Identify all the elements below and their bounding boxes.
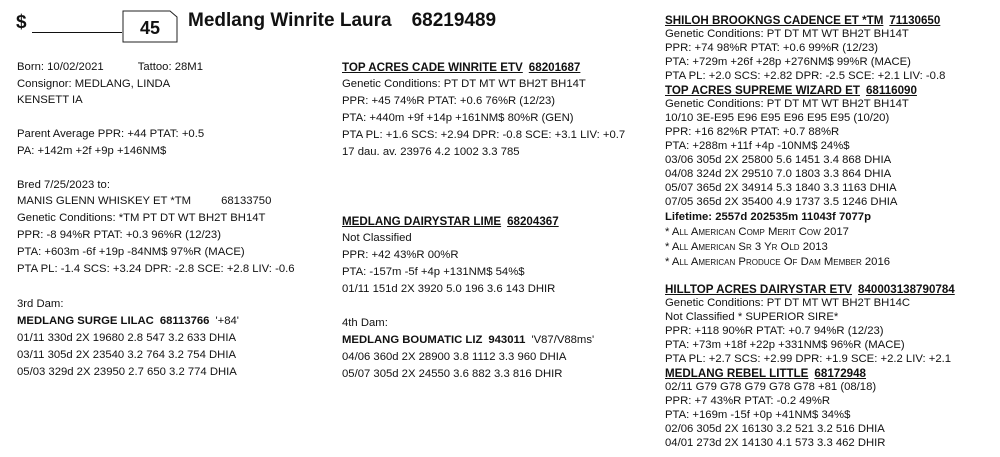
consignor-location: KENSETT IA: [17, 94, 83, 106]
rebel-little-reg: 68172948: [814, 367, 867, 380]
dam-heading: [342, 215, 559, 229]
dam-sire-classification: Not Classified * SUPERIOR SIRE*: [665, 311, 839, 323]
sire-genetic: Genetic Conditions: PT DT MT WT BH2T BH14T: [342, 78, 586, 90]
dam-classification: Not Classified: [342, 232, 412, 244]
fourth-dam-reg: 943011: [488, 334, 526, 346]
third-dam-heading: [17, 315, 239, 328]
rebel-little-name: MEDLANG REBEL LITTLE: [665, 367, 809, 380]
wizard-genetic: Genetic Conditions: PT DT MT WT BH2T BH14T: [665, 98, 909, 110]
sire-pta-pl: PTA PL: +1.6 SCS: +2.94 DPR: -0.8 SCE: +3.1 LIV: +0.7: [342, 129, 626, 141]
rebel-little-classification: 02/11 G79 G78 G79 G78 G78 +81 (08/18): [665, 381, 877, 393]
dam-record: 01/11 151d 2X 3920 5.0 196 3.6 143 DHIR: [342, 283, 556, 295]
sire-name: TOP ACRES CADE WINRITE ETV: [342, 61, 523, 74]
service-sire-reg: 68133750: [221, 195, 272, 207]
fourth-dam-record: 04/06 360d 2X 28900 3.8 1112 3.3 960 DHIA: [342, 351, 567, 363]
wizard-honor: * All American Sr 3 Yr Old 2013: [665, 241, 828, 253]
rebel-little-record: 02/06 305d 2X 16130 3.2 521 3.2 516 DHIA: [665, 423, 885, 435]
wizard-record: 05/07 365d 2X 34914 5.3 1840 3.3 1163 DHIA: [665, 182, 897, 194]
parent-average: Parent Average PPR: +44 PTAT: +0.5: [17, 128, 205, 140]
sire-ppr: PPR: +45 74%R PTAT: +0.6 76%R (12/23): [342, 95, 556, 107]
third-dam-score: '+84': [215, 315, 239, 327]
service-sire-pta-pl: PTA PL: -1.4 SCS: +3.24 DPR: -2.8 SCE: +2.8 LIV: -0.6: [17, 263, 295, 275]
sire-daughters: 17 dau. av. 23976 4.2 1002 3.3 785: [342, 146, 520, 158]
price-dollar-sign: $: [16, 12, 27, 33]
dam-sire-pta-pl: PTA PL: +2.7 SCS: +2.99 DPR: +1.9 SCE: +2.2 LIV: +2.1: [665, 353, 952, 365]
cadence-genetic: Genetic Conditions: PT DT MT WT BH2T BH14T: [665, 28, 909, 40]
wizard-heading: [665, 84, 917, 98]
parent-average-pa: PA: +142m +2f +9p +146NM$: [17, 145, 167, 157]
price-blank-line: [32, 32, 122, 33]
third-dam-record: 01/11 330d 2X 19680 2.8 547 3.2 633 DHIA: [17, 332, 236, 344]
wizard-record: 03/06 305d 2X 25800 5.6 1451 3.4 868 DHIA: [665, 154, 892, 166]
fourth-dam-label: 4th Dam:: [342, 317, 388, 329]
lot-number: 45: [139, 18, 161, 38]
third-dam-label: 3rd Dam:: [17, 298, 64, 310]
wizard-pta: PTA: +288m +11f +4p -10NM$ 24%$: [665, 140, 850, 152]
dam-sire-genetic: Genetic Conditions: PT DT MT WT BH2T BH14C: [665, 297, 911, 309]
animal-reg-number: 68219489: [411, 10, 497, 31]
wizard-honor: * All American Produce Of Dam Member 2016: [665, 256, 891, 268]
wizard-ppr: PPR: +16 82%R PTAT: +0.7 88%R: [665, 126, 840, 138]
service-sire-name: MANIS GLENN WHISKEY ET *TM: [17, 195, 192, 207]
dam-reg: 68204367: [507, 215, 559, 228]
third-dam-name: MEDLANG SURGE LILAC: [17, 315, 154, 327]
animal-title: [188, 10, 496, 32]
rebel-little-ppr: PPR: +7 43%R PTAT: -0.2 49%R: [665, 395, 831, 407]
third-dam-reg: 68113766: [159, 315, 210, 327]
fourth-dam-score: 'V87/V88ms': [531, 334, 595, 346]
service-sire: [17, 195, 271, 208]
wizard-honor: * All American Comp Merit Cow 2017: [665, 226, 849, 238]
sire-reg: 68201687: [528, 61, 581, 74]
wizard-lifetime: Lifetime: 2557d 202535m 11043f 7077p: [665, 211, 871, 223]
rebel-little-record: 04/01 273d 2X 14130 4.1 573 3.3 462 DHIR: [665, 437, 886, 449]
rebel-little-pta: PTA: +169m -15f +0p +41NM$ 34%$: [665, 409, 851, 421]
sire-pta: PTA: +440m +9f +14p +161NM$ 80%R (GEN): [342, 112, 574, 124]
dam-sire-reg: 840003138790784: [858, 283, 955, 296]
wizard-name: TOP ACRES SUPREME WIZARD ET: [665, 84, 860, 97]
rebel-little-heading: [665, 367, 866, 381]
cadence-reg: 71130650: [889, 14, 941, 27]
dam-name: MEDLANG DAIRYSTAR LIME: [342, 215, 502, 228]
cadence-pta: PTA: +729m +26f +28p +276NM$ 99%R (MACE): [665, 56, 911, 68]
cadence-name: SHILOH BROOKNGS CADENCE ET *TM: [665, 14, 884, 27]
wizard-classification: 10/10 3E-E95 E96 E95 E96 E95 E95 (10/20): [665, 112, 890, 124]
service-sire-pta: PTA: +603m -6f +19p -84NM$ 97%R (MACE): [17, 246, 245, 258]
dam-sire-ppr: PPR: +118 90%R PTAT: +0.7 94%R (12/23): [665, 325, 884, 337]
service-sire-genetic: Genetic Conditions: *TM PT DT WT BH2T BH14T: [17, 212, 266, 224]
wizard-record: 07/05 365d 2X 35400 4.9 1737 3.5 1246 DHIA: [665, 196, 898, 208]
dam-ppr: PPR: +42 43%R 00%R: [342, 249, 459, 261]
dam-sire-heading: [665, 283, 955, 297]
fourth-dam-record: 05/07 305d 2X 24550 3.6 882 3.3 816 DHIR: [342, 368, 563, 380]
bred-date: Bred 7/25/2023 to:: [17, 179, 110, 191]
fourth-dam-heading: [342, 334, 594, 347]
animal-name: Medlang Winrite Laura: [188, 10, 392, 31]
cadence-pta-pl: PTA PL: +2.0 SCS: +2.82 DPR: -2.5 SCE: +2.1 LIV: -0.8: [665, 70, 946, 82]
dam-pta: PTA: -157m -5f +4p +131NM$ 54%$: [342, 266, 525, 278]
dam-sire-pta: PTA: +73m +18f +22p +331NM$ 96%R (MACE): [665, 339, 905, 351]
consignor: Consignor: MEDLANG, LINDA: [17, 78, 171, 90]
cadence-heading: [665, 14, 940, 28]
wizard-reg: 68116090: [865, 84, 917, 97]
third-dam-record: 03/11 305d 2X 23540 3.2 764 3.2 754 DHIA: [17, 349, 236, 361]
third-dam-record: 05/03 329d 2X 23950 2.7 650 3.2 774 DHIA: [17, 366, 237, 378]
wizard-record: 04/08 324d 2X 29510 7.0 1803 3.3 864 DHIA: [665, 168, 892, 180]
sire-heading: [342, 61, 580, 75]
service-sire-ppr: PPR: -8 94%R PTAT: +0.3 96%R (12/23): [17, 229, 221, 241]
cadence-ppr: PPR: +74 98%R PTAT: +0.6 99%R (12/23): [665, 42, 879, 54]
fourth-dam-name: MEDLANG BOUMATIC LIZ: [342, 334, 483, 346]
dam-sire-name: HILLTOP ACRES DAIRYSTAR ETV: [665, 283, 853, 296]
born-date: Born: 10/02/2021: [17, 61, 104, 73]
born-tattoo-line: [17, 61, 203, 74]
tattoo: Tattoo: 28M1: [137, 61, 203, 73]
lot-number-badge: [122, 10, 178, 43]
